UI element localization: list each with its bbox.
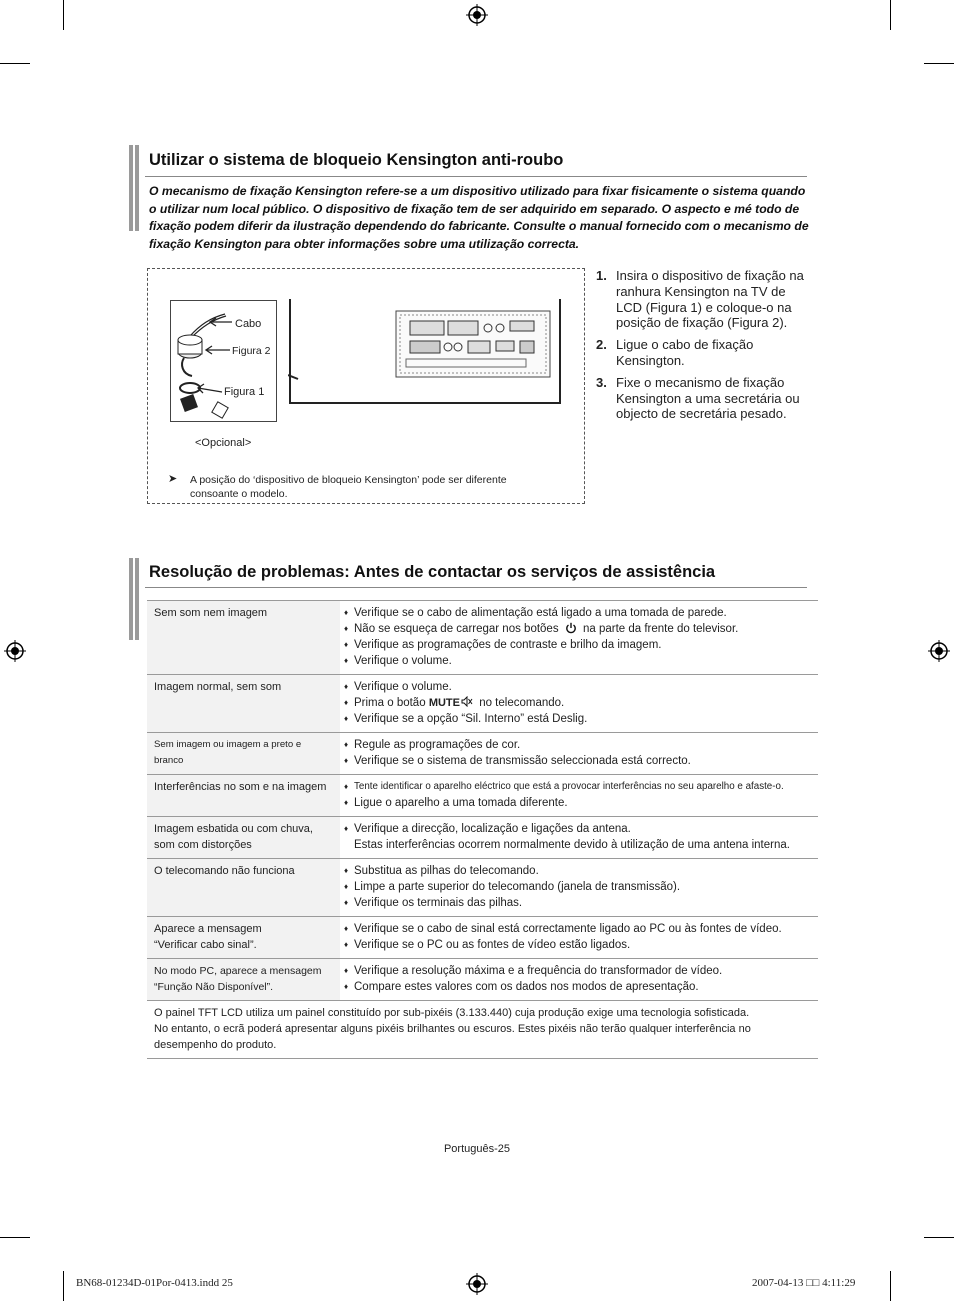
solution-item xyxy=(344,621,814,637)
step-item xyxy=(596,375,811,422)
solution-item: ♦ Verifique o volume. xyxy=(344,679,814,695)
registration-mark-icon xyxy=(4,640,26,662)
troubleshooting-table xyxy=(147,600,818,1059)
figure1-label: Figura 1 xyxy=(224,386,265,398)
problem-line: Imagem esbatida ou com chuva, xyxy=(154,823,313,835)
solution-text: na parte da frente do televisor. xyxy=(582,623,739,635)
crop-mark xyxy=(890,0,891,30)
crop-mark xyxy=(63,0,64,30)
tv-back-panel-illustration xyxy=(288,299,562,405)
kensington-lock-illustration xyxy=(170,300,278,422)
solution-item: ♦ Compare estes valores com os dados nos modos de apresentação. xyxy=(344,979,814,995)
table-row xyxy=(147,859,818,917)
problem-cell: Sem imagem ou imagem a preto e branco xyxy=(147,733,340,774)
solution-cell xyxy=(340,917,818,958)
solution-cell xyxy=(340,775,818,816)
kensington-steps xyxy=(596,268,811,428)
print-slug-filename: BN68-01234D-01Por-0413.indd 25 xyxy=(76,1277,233,1289)
crop-mark xyxy=(0,1237,30,1238)
solution-item: ♦ Verifique se o cabo de sinal está correctamente ligado ao PC ou às fontes de vídeo. xyxy=(344,921,814,937)
crop-mark xyxy=(924,63,954,64)
note-arrow-icon: ➤ xyxy=(168,473,178,485)
page-number: Português-25 xyxy=(443,1143,511,1155)
registration-mark-icon xyxy=(466,4,488,26)
solution-item: ♦ Verifique se a opção “Sil. Interno” está Deslig. xyxy=(344,711,814,727)
table-row xyxy=(147,917,818,959)
step-text: Ligue o cabo de fixação Kensington. xyxy=(616,337,754,368)
solution-item: ♦ Verifique os terminais das pilhas. xyxy=(344,895,814,911)
solution-item: ♦ Verifique se o PC ou as fontes de vídeo estão ligados. xyxy=(344,937,814,953)
solution-item: ♦ Tente identificar o aparelho eléctrico que está a provocar interferências no seu aparelho e afaste-o. xyxy=(344,779,814,795)
problem-cell: Sem som nem imagem xyxy=(147,601,340,674)
solution-text: Não se esqueça de carregar nos botões xyxy=(354,623,559,635)
footnote-line: O painel TFT LCD utiliza um painel constituído por sub-pixéis (3.133.440) cuja produção exige uma tecnologia sofisticada. xyxy=(154,1007,750,1019)
solution-item xyxy=(344,695,814,711)
problem-cell: O telecomando não funciona xyxy=(147,859,340,916)
solution-cell xyxy=(340,733,818,774)
problem-cell: Imagem normal, sem som xyxy=(147,675,340,732)
section-accent-bar xyxy=(135,145,139,231)
step-number: 2. xyxy=(596,337,607,353)
solution-item: ♦ Verifique a direcção, localização e ligações da antena. xyxy=(344,821,814,837)
kensington-intro: O mecanismo de fixação Kensington refere-se a um dispositivo utilizado para fixar fisicamente o sistema quando o utilizar num local público. O dispositivo de fixação tem de ser adquirido em separado. O aspecto e mé todo de fixação podem diferir da ilustração dependendo do fabricante. Consulte o manual fornecido com o mecanismo de fixação Kensington para obter informações sobre uma utilização correcta. xyxy=(149,184,809,251)
solution-cell xyxy=(340,859,818,916)
section-accent-bar xyxy=(129,558,133,640)
solution-item: ♦ Verifique a resolução máxima e a frequência do transformador de vídeo. xyxy=(344,963,814,979)
step-text: Insira o dispositivo de fixação na ranhura Kensington na TV de LCD (Figura 1) e coloque-o na posição de fixação (Figura 2). xyxy=(616,268,804,331)
kensington-note xyxy=(168,473,538,501)
solution-continuation: Estas interferências ocorrem normalmente devido à utilização de uma antena interna. xyxy=(354,839,790,851)
step-number: 3. xyxy=(596,374,607,390)
solution-cell xyxy=(340,675,818,732)
table-row xyxy=(147,733,818,775)
step-item xyxy=(596,268,811,331)
solution-text: Prima o botão xyxy=(354,697,426,709)
problem-line: “Função Não Disponível”. xyxy=(154,981,274,993)
step-text: Fixe o mecanismo de fixação Kensington a uma secretária ou objecto de secretária pesado. xyxy=(616,374,800,422)
registration-mark-icon xyxy=(928,640,950,662)
problem-line: som com distorções xyxy=(154,839,252,851)
mute-button-label: MUTE xyxy=(428,697,460,709)
solution-cell xyxy=(340,959,818,1000)
mute-icon xyxy=(461,696,473,707)
crop-mark xyxy=(890,1271,891,1301)
solution-cell xyxy=(340,817,818,858)
problem-cell: Interferências no som e na imagem xyxy=(147,775,340,816)
solution-item: ♦ Ligue o aparelho a uma tomada diferente. xyxy=(344,795,814,811)
kensington-section-title: Utilizar o sistema de bloqueio Kensington anti-roubo xyxy=(149,151,564,169)
footnote-cell xyxy=(147,1001,818,1058)
registration-mark-icon xyxy=(466,1273,488,1295)
section-accent-bar xyxy=(135,558,139,640)
step-item xyxy=(596,337,811,369)
table-row xyxy=(147,817,818,859)
solution-item: ♦ Limpe a parte superior do telecomando (janela de transmissão). xyxy=(344,879,814,895)
kensington-figure-box xyxy=(147,268,585,504)
solution-cell xyxy=(340,601,818,674)
solution-item: ♦ Verifique se o cabo de alimentação está ligado a uma tomada de parede. xyxy=(344,605,814,621)
problem-line: No modo PC, aparece a mensagem xyxy=(154,965,322,977)
solution-item: ♦ Verifique se o sistema de transmissão seleccionada está correcto. xyxy=(344,753,814,769)
problem-line: Aparece a mensagem xyxy=(154,923,262,935)
solution-item: ♦ Regule as programações de cor. xyxy=(344,737,814,753)
solution-text: no telecomando. xyxy=(479,697,565,709)
print-slug-timestamp: 2007-04-13 □□ 4:11:29 xyxy=(752,1277,856,1289)
crop-mark xyxy=(63,1271,64,1301)
section-rule xyxy=(145,176,807,177)
solution-item: ♦ Substitua as pilhas do telecomando. xyxy=(344,863,814,879)
step-number: 1. xyxy=(596,268,607,283)
solution-item: ♦ Verifique o volume. xyxy=(344,653,814,669)
problem-cell xyxy=(147,959,340,1000)
section-accent-bar xyxy=(129,145,133,231)
problem-cell xyxy=(147,917,340,958)
table-row xyxy=(147,1001,818,1059)
crop-mark xyxy=(924,1237,954,1238)
footnote-line: No entanto, o ecrã poderá apresentar alguns pixéis brilhantes ou escuros. Estes pixéis não terão qualquer interferência no desempenho do produto. xyxy=(154,1023,751,1051)
problem-cell xyxy=(147,817,340,858)
problem-line: “Verificar cabo sinal”. xyxy=(154,939,257,951)
crop-mark xyxy=(0,63,30,64)
section-rule xyxy=(145,587,807,588)
power-icon xyxy=(565,622,577,634)
troubleshooting-section-title: Resolução de problemas: Antes de contactar os serviços de assistência xyxy=(149,563,716,581)
figure2-label: Figura 2 xyxy=(232,345,271,357)
optional-label: <Opcional> xyxy=(195,437,252,449)
solution-item: ♦ Verifique as programações de contraste e brilho da imagem. xyxy=(344,637,814,653)
table-row xyxy=(147,775,818,817)
table-row xyxy=(147,675,818,733)
note-text: A posição do ‘dispositivo de bloqueio Kensington’ pode ser diferente consoante o modelo. xyxy=(190,474,507,500)
table-row xyxy=(147,959,818,1001)
table-row xyxy=(147,601,818,675)
cable-label: Cabo xyxy=(235,318,262,330)
